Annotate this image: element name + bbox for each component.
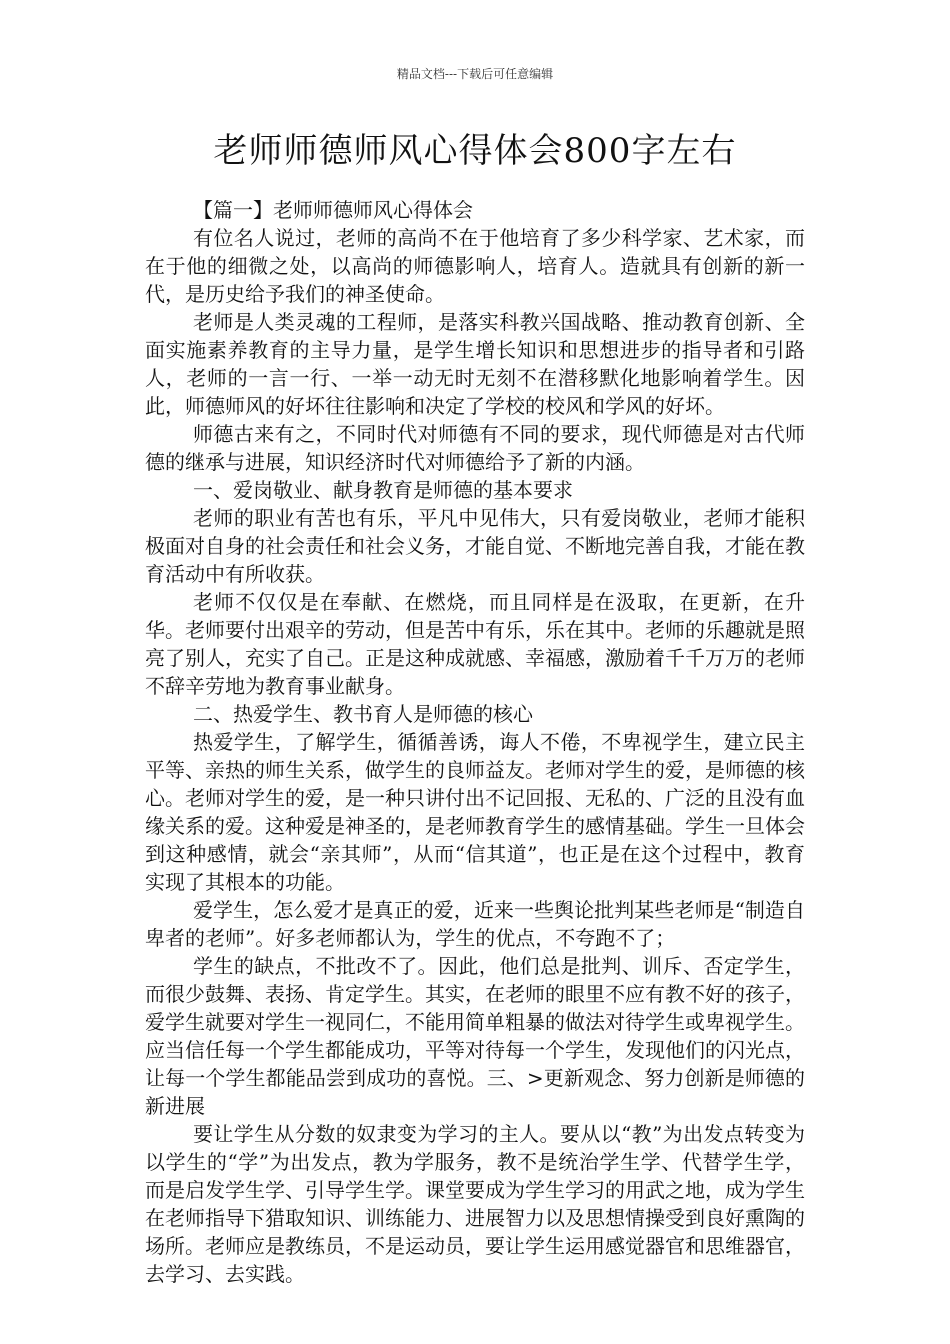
document-title: 老师师德师风心得体会800字左右: [213, 131, 737, 171]
paragraph: 老师不仅仅是在奉献、在燃烧，而且同样是在汲取，在更新，在升华。老师要付出艰辛的劳动，但是苦中有乐，乐在其中。老师的乐趣就是照亮了别人，充实了自己。正是这种成就感、幸福感，激励着千千万万的老师不辞辛劳地为教育事业献身。: [145, 590, 805, 698]
paragraph: 老师的职业有苦也有乐，平凡中见伟大，只有爱岗敬业，老师才能积极面对自身的社会责任和社会义务，才能自觉、不断地完善自我，才能在教育活动中有所收获。: [145, 506, 805, 586]
paragraph: 要让学生从分数的奴隶变为学习的主人。要从以“教”为出发点转变为以学生的“学”为出发点，教为学服务，教不是统治学生学、代替学生学，而是启发学生学、引导学生学。课堂要成为学生学习的用武之地，成为学生在老师指导下猎取知识、训练能力、进展智力以及思想情操受到良好熏陶的场所。老师应是教练员，不是运动员，要让学生运用感觉器官和思维器官，去学习、去实践。: [145, 1122, 805, 1286]
paragraph: 有位名人说过，老师的高尚不在于他培育了多少科学家、艺术家，而在于他的细微之处，以高尚的师德影响人，培育人。造就具有创新的新一代，是历史给予我们的神圣使命。: [145, 226, 805, 306]
section-heading-2: 二、热爱学生、教书育人是师德的核心: [193, 702, 533, 726]
document-body: [145, 196, 805, 1288]
section-heading-part-one: 【篇一】老师师德师风心得体会: [193, 198, 473, 222]
paragraph: 爱学生，怎么爱才是真正的爱，近来一些舆论批判某些老师是“制造自卑者的老师”。好多老师都认为，学生的优点，不夸跑不了；: [145, 898, 805, 950]
page-header-note: 精品文档---下载后可任意编辑: [396, 67, 554, 81]
paragraph: 热爱学生，了解学生，循循善诱，诲人不倦，不卑视学生，建立民主平等、亲热的师生关系，做学生的良师益友。老师对学生的爱，是师德的核心。老师对学生的爱，是一种只讲付出不记回报、无私的、广泛的且没有血缘关系的爱。这种爱是神圣的，是老师教育学生的感情基础。学生一旦体会到这种感情，就会“亲其师”，从而“信其道”，也正是在这个过程中，教育实现了其根本的功能。: [145, 730, 805, 894]
paragraph: 学生的缺点，不批改不了。因此，他们总是批判、训斥、否定学生，而很少鼓舞、表扬、肯定学生。其实，在老师的眼里不应有教不好的孩子，爱学生就要对学生一视同仁，不能用简单粗暴的做法对待学生或卑视学生。应当信任每一个学生都能成功，平等对待每一个学生，发现他们的闪光点，让每一个学生都能品尝到成功的喜悦。三、>更新观念、努力创新是师德的新进展: [145, 954, 805, 1118]
section-heading-1: 一、爱岗敬业、献身教育是师德的基本要求: [193, 478, 573, 502]
paragraph: 老师是人类灵魂的工程师，是落实科教兴国战略、推动教育创新、全面实施素养教育的主导力量，是学生增长知识和思想进步的指导者和引路人，老师的一言一行、一举一动无时无刻不在潜移默化地影响着学生。因此，师德师风的好坏往往影响和决定了学校的校风和学风的好坏。: [145, 310, 805, 418]
paragraph: 师德古来有之，不同时代对师德有不同的要求，现代师德是对古代师德的继承与进展，知识经济时代对师德给予了新的内涵。: [145, 422, 805, 474]
